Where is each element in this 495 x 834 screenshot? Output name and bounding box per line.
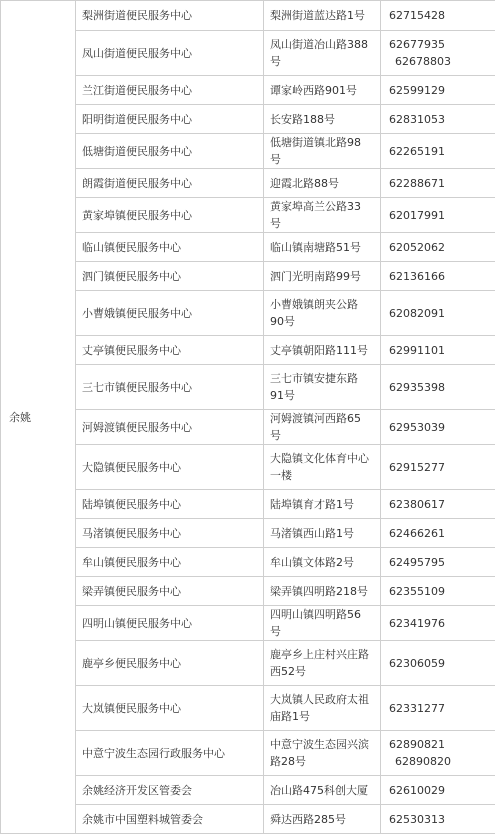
center-address: 谭家岭西路901号 xyxy=(264,76,381,105)
table-row xyxy=(1,641,495,686)
center-address: 长安路188号 xyxy=(264,105,381,134)
center-name: 余姚经济开发区管委会 xyxy=(76,776,264,805)
center-address: 大岚镇人民政府太祖庙路1号 xyxy=(264,686,381,731)
center-phone: 62935398 xyxy=(381,365,495,410)
center-name: 小曹娥镇便民服务中心 xyxy=(76,291,264,336)
phone-number: 62678803 xyxy=(389,53,495,70)
center-phone: 62052062 xyxy=(381,233,495,262)
table-row xyxy=(1,519,495,548)
table-row xyxy=(1,805,495,834)
center-address: 舜达西路285号 xyxy=(264,805,381,834)
table-row xyxy=(1,548,495,577)
center-phone: 62831053 xyxy=(381,105,495,134)
center-phone: 62599129 xyxy=(381,76,495,105)
center-address: 丈亭镇朝阳路111号 xyxy=(264,336,381,365)
table-row xyxy=(1,76,495,105)
center-address: 马渚镇西山路1号 xyxy=(264,519,381,548)
table-row xyxy=(1,134,495,169)
table-row xyxy=(1,731,495,776)
center-phone: 62017991 xyxy=(381,198,495,233)
table-row xyxy=(1,686,495,731)
phone-number: 62890820 xyxy=(389,753,495,770)
center-name: 泗门镇便民服务中心 xyxy=(76,262,264,291)
center-address: 临山镇南塘路51号 xyxy=(264,233,381,262)
table-row xyxy=(1,291,495,336)
center-name: 兰江街道便民服务中心 xyxy=(76,76,264,105)
center-name: 梁弄镇便民服务中心 xyxy=(76,577,264,606)
center-name: 临山镇便民服务中心 xyxy=(76,233,264,262)
center-name: 大岚镇便民服务中心 xyxy=(76,686,264,731)
center-phone: 62495795 xyxy=(381,548,495,577)
center-name: 余姚市中国塑料城管委会 xyxy=(76,805,264,834)
table-row xyxy=(1,262,495,291)
center-name: 阳明街道便民服务中心 xyxy=(76,105,264,134)
center-name: 大隐镇便民服务中心 xyxy=(76,445,264,490)
center-phone xyxy=(381,731,495,776)
center-phone: 62715428 xyxy=(381,1,495,31)
table-row xyxy=(1,445,495,490)
table-row xyxy=(1,490,495,519)
center-address: 低塘街道镇北路98号 xyxy=(264,134,381,169)
center-address: 大隐镇文化体育中心一楼 xyxy=(264,445,381,490)
center-name: 牟山镇便民服务中心 xyxy=(76,548,264,577)
center-address: 小曹娥镇朗夹公路90号 xyxy=(264,291,381,336)
center-address: 鹿亭乡上庄村兴庄路西52号 xyxy=(264,641,381,686)
center-phone: 62466261 xyxy=(381,519,495,548)
center-name: 黄家埠镇便民服务中心 xyxy=(76,198,264,233)
center-phone: 62331277 xyxy=(381,686,495,731)
center-name: 鹿亭乡便民服务中心 xyxy=(76,641,264,686)
center-address: 河姆渡镇河西路65号 xyxy=(264,410,381,445)
center-phone: 62265191 xyxy=(381,134,495,169)
table-row xyxy=(1,169,495,198)
table-row xyxy=(1,198,495,233)
table-row xyxy=(1,410,495,445)
center-name: 丈亭镇便民服务中心 xyxy=(76,336,264,365)
center-name: 陆埠镇便民服务中心 xyxy=(76,490,264,519)
table-row xyxy=(1,1,495,31)
center-address: 牟山镇文体路2号 xyxy=(264,548,381,577)
table-row xyxy=(1,233,495,262)
phone-number: 62890821 xyxy=(389,738,445,751)
center-phone: 62136166 xyxy=(381,262,495,291)
center-address: 陆埠镇育才路1号 xyxy=(264,490,381,519)
center-name: 朗霞街道便民服务中心 xyxy=(76,169,264,198)
center-phone: 62380617 xyxy=(381,490,495,519)
center-phone: 62530313 xyxy=(381,805,495,834)
center-address: 中意宁波生态园兴滨路28号 xyxy=(264,731,381,776)
table-row xyxy=(1,776,495,805)
center-address: 三七市镇安捷东路91号 xyxy=(264,365,381,410)
center-address: 泗门光明南路99号 xyxy=(264,262,381,291)
center-name: 马渚镇便民服务中心 xyxy=(76,519,264,548)
city-cell: 余姚 xyxy=(1,1,76,834)
phone-number: 62677935 xyxy=(389,38,445,51)
center-name: 三七市镇便民服务中心 xyxy=(76,365,264,410)
center-phone: 62915277 xyxy=(381,445,495,490)
center-address: 凤山街道冶山路388号 xyxy=(264,31,381,76)
center-phone: 62991101 xyxy=(381,336,495,365)
table-row xyxy=(1,31,495,76)
table-row xyxy=(1,606,495,641)
center-address: 迎霞北路88号 xyxy=(264,169,381,198)
center-name: 四明山镇便民服务中心 xyxy=(76,606,264,641)
table-row xyxy=(1,105,495,134)
center-phone: 62355109 xyxy=(381,577,495,606)
table-row xyxy=(1,577,495,606)
center-phone xyxy=(381,31,495,76)
center-name: 中意宁波生态园行政服务中心 xyxy=(76,731,264,776)
center-name: 河姆渡镇便民服务中心 xyxy=(76,410,264,445)
table-row xyxy=(1,336,495,365)
center-phone: 62082091 xyxy=(381,291,495,336)
center-name: 梨洲街道便民服务中心 xyxy=(76,1,264,31)
center-name: 凤山街道便民服务中心 xyxy=(76,31,264,76)
center-phone: 62341976 xyxy=(381,606,495,641)
center-address: 梁弄镇四明路218号 xyxy=(264,577,381,606)
center-address: 梨洲街道蓝达路1号 xyxy=(264,1,381,31)
table-row xyxy=(1,365,495,410)
center-phone: 62610029 xyxy=(381,776,495,805)
center-address: 冶山路475科创大厦 xyxy=(264,776,381,805)
center-phone: 62306059 xyxy=(381,641,495,686)
center-phone: 62953039 xyxy=(381,410,495,445)
center-name: 低塘街道便民服务中心 xyxy=(76,134,264,169)
center-address: 黄家埠高兰公路33号 xyxy=(264,198,381,233)
center-address: 四明山镇四明路56号 xyxy=(264,606,381,641)
center-phone: 62288671 xyxy=(381,169,495,198)
